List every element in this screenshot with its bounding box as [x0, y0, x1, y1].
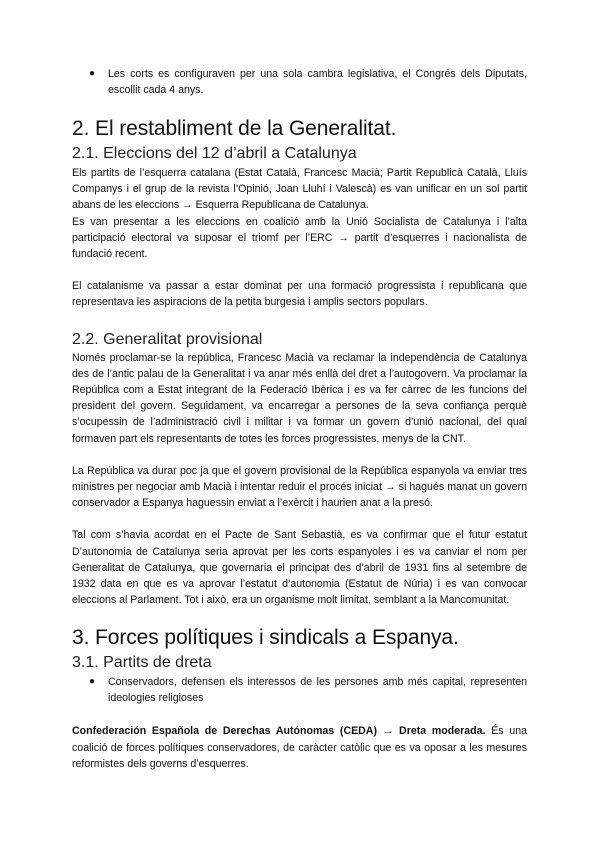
- paragraph: Els partits de l’esquerra catalana (Estat Català, Francesc Macià; Partit Republicà Català, Lluís Companys i el grup de la revista l’Opinió, Joan Lluhí i Valescà) es van unificar en un sol partit abans de les eleccions → Esquerra Republicana de Catalunya.: [72, 167, 527, 212]
- bullet-text: Conservadors, defensen els interessos de les persones amb més capital, representen ideologies religioses: [108, 676, 527, 705]
- bullet-icon: ●: [89, 676, 96, 688]
- bullet-icon: ●: [89, 68, 96, 79]
- list-item: [72, 66, 527, 98]
- bullet-text: Les corts es configuraven per una sola cambra legislativa, el Congrés dels Diputats, escollit cada 4 anys.: [108, 68, 527, 96]
- section-heading: 2. El restabliment de la Generalitat.: [72, 117, 397, 140]
- paragraph: Només proclamar-se la república, Francesc Macià va reclamar la independència de Catalunya des de l’antic palau de la Generalitat i va anar més enllà del dret a l’autogovern. Va proclamar la República com a Estat integrant de la Federació Ibèrica i es va fer càrrec de les funcions del president del govern. Seguidament, va encarregar a persones de la seva confiança perquè s’ocupessin de l’administració civil i militar i va formar un govern d’unió nacional, del qual formaven part els representants de totes les forces progressistes, menys de la CNT.: [72, 351, 527, 445]
- subsection-heading: 2.2. Generalitat provisional: [72, 330, 263, 348]
- subsection-heading: 3.1. Partits de dreta: [72, 654, 212, 672]
- list-item: [72, 674, 527, 706]
- paragraph: [72, 723, 527, 772]
- ceda-heading: Confederación Española de Derechas Autónomas (CEDA) → Dreta moderada.: [72, 725, 486, 738]
- paragraph: La República va durar poc ja que el govern provisional de la República espanyola va enviar tres ministres per negociar amb Macià i intentar reduir el procés iniciat → si hagués manat un govern conservador a Espanya haguessin enviat a l’exèrcit i haurien anat a la presó.: [72, 464, 527, 510]
- paragraph: El catalanisme va passar a estar dominat per una formació progressista i republicana que representava les aspiracions de la petita burgesia i amplis sectors populars.: [72, 280, 527, 309]
- paragraph: Es van presentar a les eleccions en coalició amb la Unió Socialista de Catalunya i l’alta participació electoral va suposar el triomf per l’ERC → partit d’esquerres i nacionalista de fundació recent.: [72, 215, 527, 261]
- section-heading: 3. Forces polítiques i sindicals a Espanya.: [72, 626, 459, 650]
- paragraph: Tal com s’havia acordat en el Pacte de Sant Sebastià, es va confirmar que el futur estatut D’autonomia de Catalunya seria aprovat per les corts espanyoles i es va canviar el nom per Generalitat de Catalunya, que governaria el principat des d’abril de 1931 fins al setembre de 1932 data en que es va aprovar l’estatut d’autonomia (Estatut de Núria) i es van convocar eleccions al Parlament. Tot i això, era un organisme molt limitat, semblant a la Mancomunitat.: [72, 529, 527, 607]
- ceda-text: És una coalició de forces polítiques conservadores, de caràcter catòlic que es va oposar a les mesures reformistes dels governs d’esquerres.: [72, 725, 527, 770]
- subsection-heading: 2.1. Eleccions del 12 d’abril a Catalunya: [72, 145, 357, 162]
- document-page: [72, 66, 527, 772]
